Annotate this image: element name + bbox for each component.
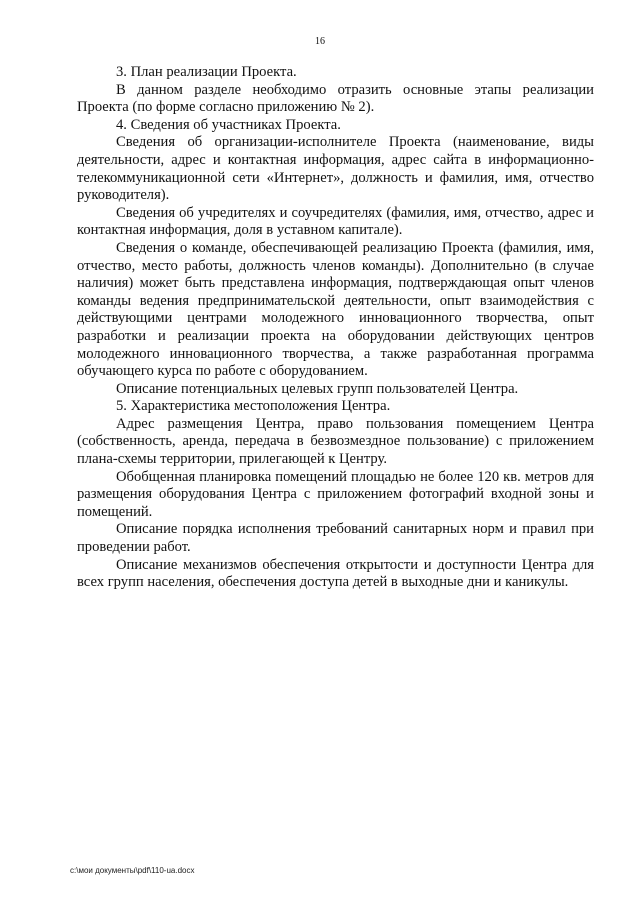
paragraph-executor-info: Сведения об организации-исполнителе Проекта (наименование, виды деятельности, адрес и контактная информация, адрес сайта в информационно-телекоммуникационной сети «Интернет», должность и фамилия, имя, отчество руководителя). — [77, 134, 594, 204]
paragraph-address-rights: Адрес размещения Центра, право пользования помещением Центра (собственность, аренда, передача в безвозмездное пользование) с приложением плана-схемы территории, прилегающей к Центру. — [77, 415, 594, 468]
paragraph-founders-info: Сведения об учредителях и соучредителях (фамилия, имя, отчество, адрес и контактная информация, доля в уставном капитале). — [77, 204, 594, 239]
paragraph-plan-description: В данном разделе необходимо отразить основные этапы реализации Проекта (по форме согласно приложению № 2). — [77, 81, 594, 116]
paragraph-plan-heading: 3. План реализации Проекта. — [116, 64, 297, 80]
paragraph-team-info: Сведения о команде, обеспечивающей реализацию Проекта (фамилия, имя, отчество, место работы, должность членов команды). Дополнительно (в случае наличия) может быть представлена информация, подтверждающая опыт членов команды ведения предпринимательской деятельности, опыт взаимодействия с действующими центрами молодежного инновационного творчества, опыт разработки и реализации проекта на оборудовании действующих центров молодежного инновационного творчества, а также разработанная программа обучающего курса по работе с оборудованием. — [77, 239, 594, 380]
paragraph-target-groups: Описание потенциальных целевых групп пользователей Центра. — [116, 380, 519, 397]
document-body — [77, 64, 594, 592]
paragraph-sanitary-norms: Описание порядка исполнения требований санитарных норм и правил при проведении работ. — [77, 521, 594, 556]
page-number: 16 — [315, 36, 325, 47]
paragraph-participants-heading: 4. Сведения об участниках Проекта. — [116, 116, 341, 133]
footer-file-path: c:\мои документы\pdf\110-ua.docx — [70, 866, 195, 875]
paragraph-floor-plan: Обобщенная планировка помещений площадью не более 120 кв. метров для размещения оборудования Центра с приложением фотографий входной зоны и помещений. — [77, 468, 594, 520]
paragraph-location-heading: 5. Характеристика местоположения Центра. — [116, 398, 391, 415]
paragraph-accessibility: Описание механизмов обеспечения открытости и доступности Центра для всех групп населения, обеспечения доступа детей в выходные дни и каникулы. — [77, 556, 594, 591]
